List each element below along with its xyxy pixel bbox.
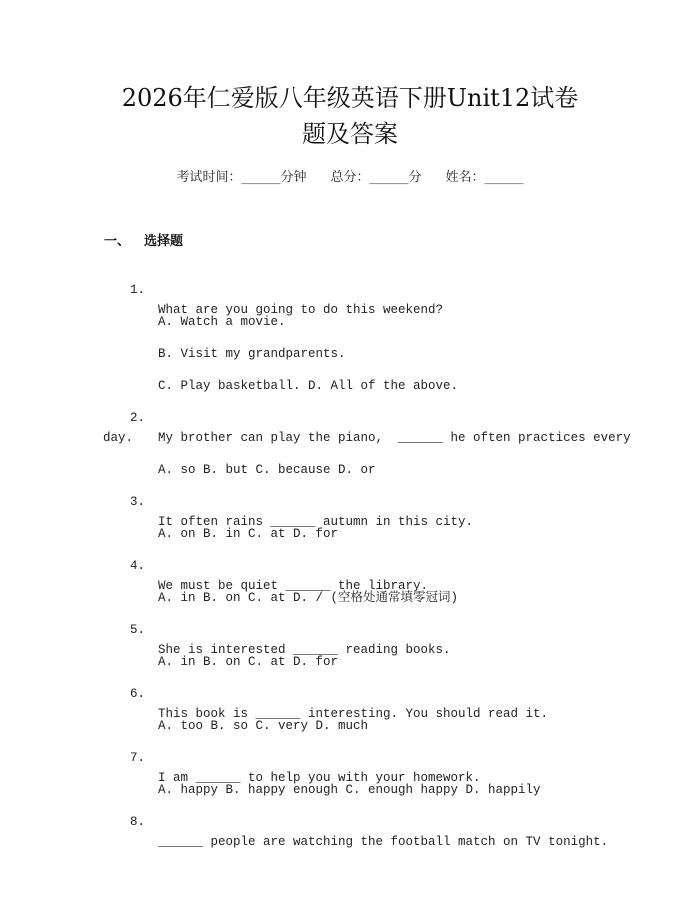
question-6-options: A. too B. so C. very D. much	[158, 719, 369, 733]
exam-meta	[0, 166, 700, 185]
question-1-option-b: B. Visit my grandparents.	[158, 347, 346, 361]
question-1-option-a: A. Watch a movie.	[158, 315, 286, 329]
total-score: 总分：______分	[330, 170, 422, 185]
question-3-options: A. on B. in C. at D. for	[158, 527, 339, 541]
question-number: 4.	[130, 559, 146, 573]
page-title	[60, 80, 640, 152]
title-line-2: 题及答案	[302, 120, 398, 148]
title-line-1: 2026年仁爱版八年级英语下册Unit12试卷	[121, 84, 579, 112]
section-heading	[104, 230, 183, 249]
question-2-options: A. so B. but C. because D. or	[158, 463, 376, 477]
question-5-options: A. in B. on C. at D. for	[158, 655, 339, 669]
exam-time: 考试时间：______分钟	[176, 170, 307, 185]
question-number: 5.	[130, 623, 146, 637]
question-1-option-c-d: C. Play basketball. D. All of the above.	[158, 379, 459, 393]
question-7-options: A. happy B. happy enough C. enough happy D. happily	[158, 783, 541, 797]
question-number: 8.	[130, 815, 146, 829]
student-name: 姓名：______	[445, 170, 524, 185]
section-label: 选择题	[144, 234, 184, 249]
question-text: We must be quiet ______ the library.	[158, 579, 429, 593]
question-8	[0, 792, 609, 872]
question-text: What are you going to do this weekend?	[158, 303, 444, 317]
question-text: She is interested ______ reading books.	[158, 643, 451, 657]
section-number: 一、	[104, 234, 131, 249]
question-4-options: A. in B. on C. at D. / (空格处通常填零冠词)	[158, 591, 459, 605]
question-text: My brother can play the piano, ______ he often practices every	[158, 431, 631, 445]
question-number: 6.	[130, 687, 146, 701]
question-text: ______ people are watching the football match on TV tonight.	[158, 835, 609, 849]
question-number: 7.	[130, 751, 146, 765]
question-text: This book is ______ interesting. You should read it.	[158, 707, 549, 721]
question-text: It often rains ______ autumn in this city.	[158, 515, 474, 529]
question-number: 1.	[130, 283, 146, 297]
question-text-continued: day.	[103, 431, 134, 445]
question-text: I am ______ to help you with your homework.	[158, 771, 481, 785]
question-number: 3.	[130, 495, 146, 509]
question-number: 2.	[130, 411, 146, 425]
